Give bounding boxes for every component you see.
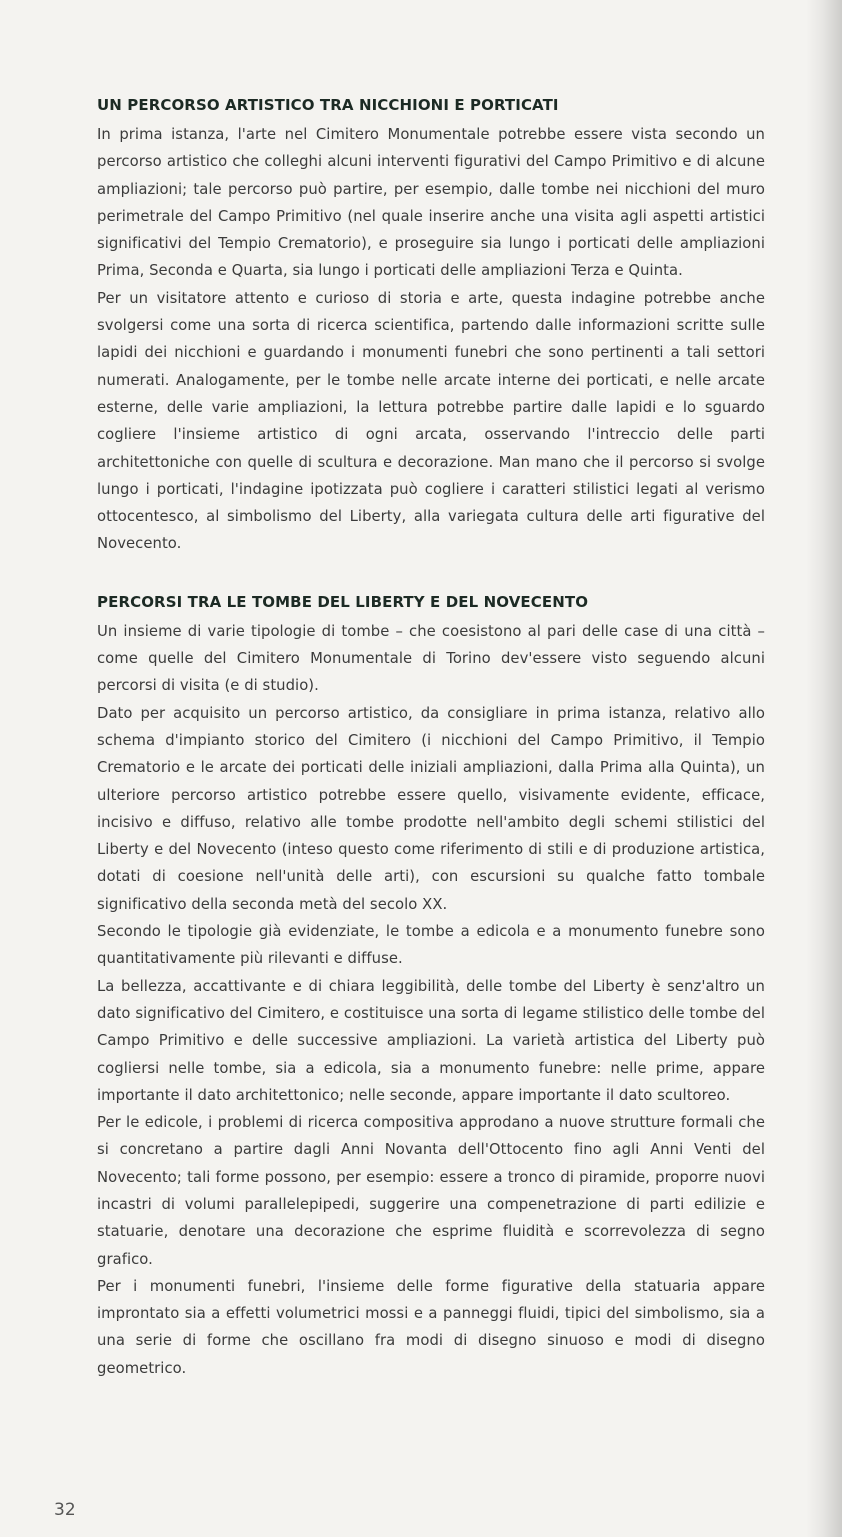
paragraph: La bellezza, accattivante e di chiara leggibilità, delle tombe del Liberty è senz'altro un dato significativo del Cimitero, e costituisce una sorta di legame stilistico delle tombe del Campo Primitivo e delle successive ampliazioni. La varietà artistica del Liberty può cogliersi nelle tombe, sia a edicola, sia a monumento funebre: nelle prime, appare importante il dato architettonico; nelle seconde, appare importante il dato scultoreo. — [97, 977, 765, 1104]
paragraph: Per le edicole, i problemi di ricerca compositiva approdano a nuove strutture formali che si concretano a partire dagli Anni Novanta dell'Ottocento fino agli Anni Venti del Novecento; tali forme possono, per esempio: essere a tronco di piramide, proporre nuovi incastri di volumi parallelepipedi, suggerire una compenetrazione di parti edilizie e statuarie, denotare una decorazione che esprime fluidità e scorrevolezza di segno grafico. — [97, 1114, 765, 1268]
paragraph: Per un visitatore attento e curioso di storia e arte, questa indagine potrebbe anche svolgersi come una sorta di ricerca scientifica, partendo dalle informazioni scritte sulle lapidi dei nicchioni e guardando i monumenti funebri che sono pertinenti a tali settori numerati. Analogamente, per le tombe nelle arcate interne dei porticati, e nelle arcate esterne, delle varie ampliazioni, la lettura potrebbe partire dalle lapidi e lo sguardo cogliere l'insieme artistico di ogni arcata, osservando l'intreccio delle parti architettoniche con quelle di scultura e decorazione. Man mano che il percorso si svolge lungo i porticati, l'indagine ipotizzata può cogliere i caratteri stilistici legati al verismo ottocentesco, al simbolismo del Liberty, alla variegata cultura delle arti figurative del Novecento. — [97, 289, 765, 553]
section-percorso-artistico — [97, 92, 765, 558]
page-body — [97, 92, 765, 1382]
paragraph: Un insieme di varie tipologie di tombe – che coesistono al pari delle case di una città – come quelle del Cimitero Monumentale di Torino dev'essere visto seguendo alcuni percorsi di visita (e di studio). — [97, 622, 765, 695]
paragraph: Secondo le tipologie già evidenziate, le tombe a edicola e a monumento funebre sono quantitativamente più rilevanti e diffuse. — [97, 923, 765, 968]
section-heading: PERCORSI TRA LE TOMBE DEL LIBERTY E DEL NOVECENTO — [97, 592, 589, 611]
paragraph: In prima istanza, l'arte nel Cimitero Monumentale potrebbe essere vista secondo un percorso artistico che colleghi alcuni interventi figurativi del Campo Primitivo e di alcune ampliazioni; tale percorso può partire, per esempio, dalle tombe nei nicchioni del muro perimetrale del Campo Primitivo (nel quale inserire anche una visita agli aspetti artistici significativi del Tempio Crematorio), e proseguire sia lungo i porticati delle ampliazioni Prima, Seconda e Quarta, sia lungo i porticati delle ampliazioni Terza e Quinta. — [97, 126, 765, 280]
page-gutter-shadow — [806, 0, 842, 1537]
section-percorsi-liberty-novecento — [97, 589, 765, 1382]
paragraph: Per i monumenti funebri, l'insieme delle forme figurative della statuaria appare improntato sia a effetti volumetrici mossi e a panneggi fluidi, tipici del simbolismo, sia a una serie di forme che oscillano fra modi di disegno sinuoso e modi di disegno geometrico. — [97, 1277, 765, 1377]
section-heading: UN PERCORSO ARTISTICO TRA NICCHIONI E PORTICATI — [97, 96, 559, 114]
page-number: 32 — [54, 1500, 76, 1520]
paragraph: Dato per acquisito un percorso artistico, da consigliare in prima istanza, relativo allo schema d'impianto storico del Cimitero (i nicchioni del Campo Primitivo, il Tempio Crematorio e le arcate dei porticati delle iniziali ampliazioni, dalla Prima alla Quinta), un ulteriore percorso artistico potrebbe essere quello, visivamente evidente, efficace, incisivo e diffuso, relativo alle tombe prodotte nell'ambito degli schemi stilistici del Liberty e del Novecento (inteso questo come riferimento di stili e di produzione artistica, dotati di coesione nell'unità delle arti), con escursioni su qualche fatto tombale significativo della seconda metà del secolo XX. — [97, 704, 765, 913]
